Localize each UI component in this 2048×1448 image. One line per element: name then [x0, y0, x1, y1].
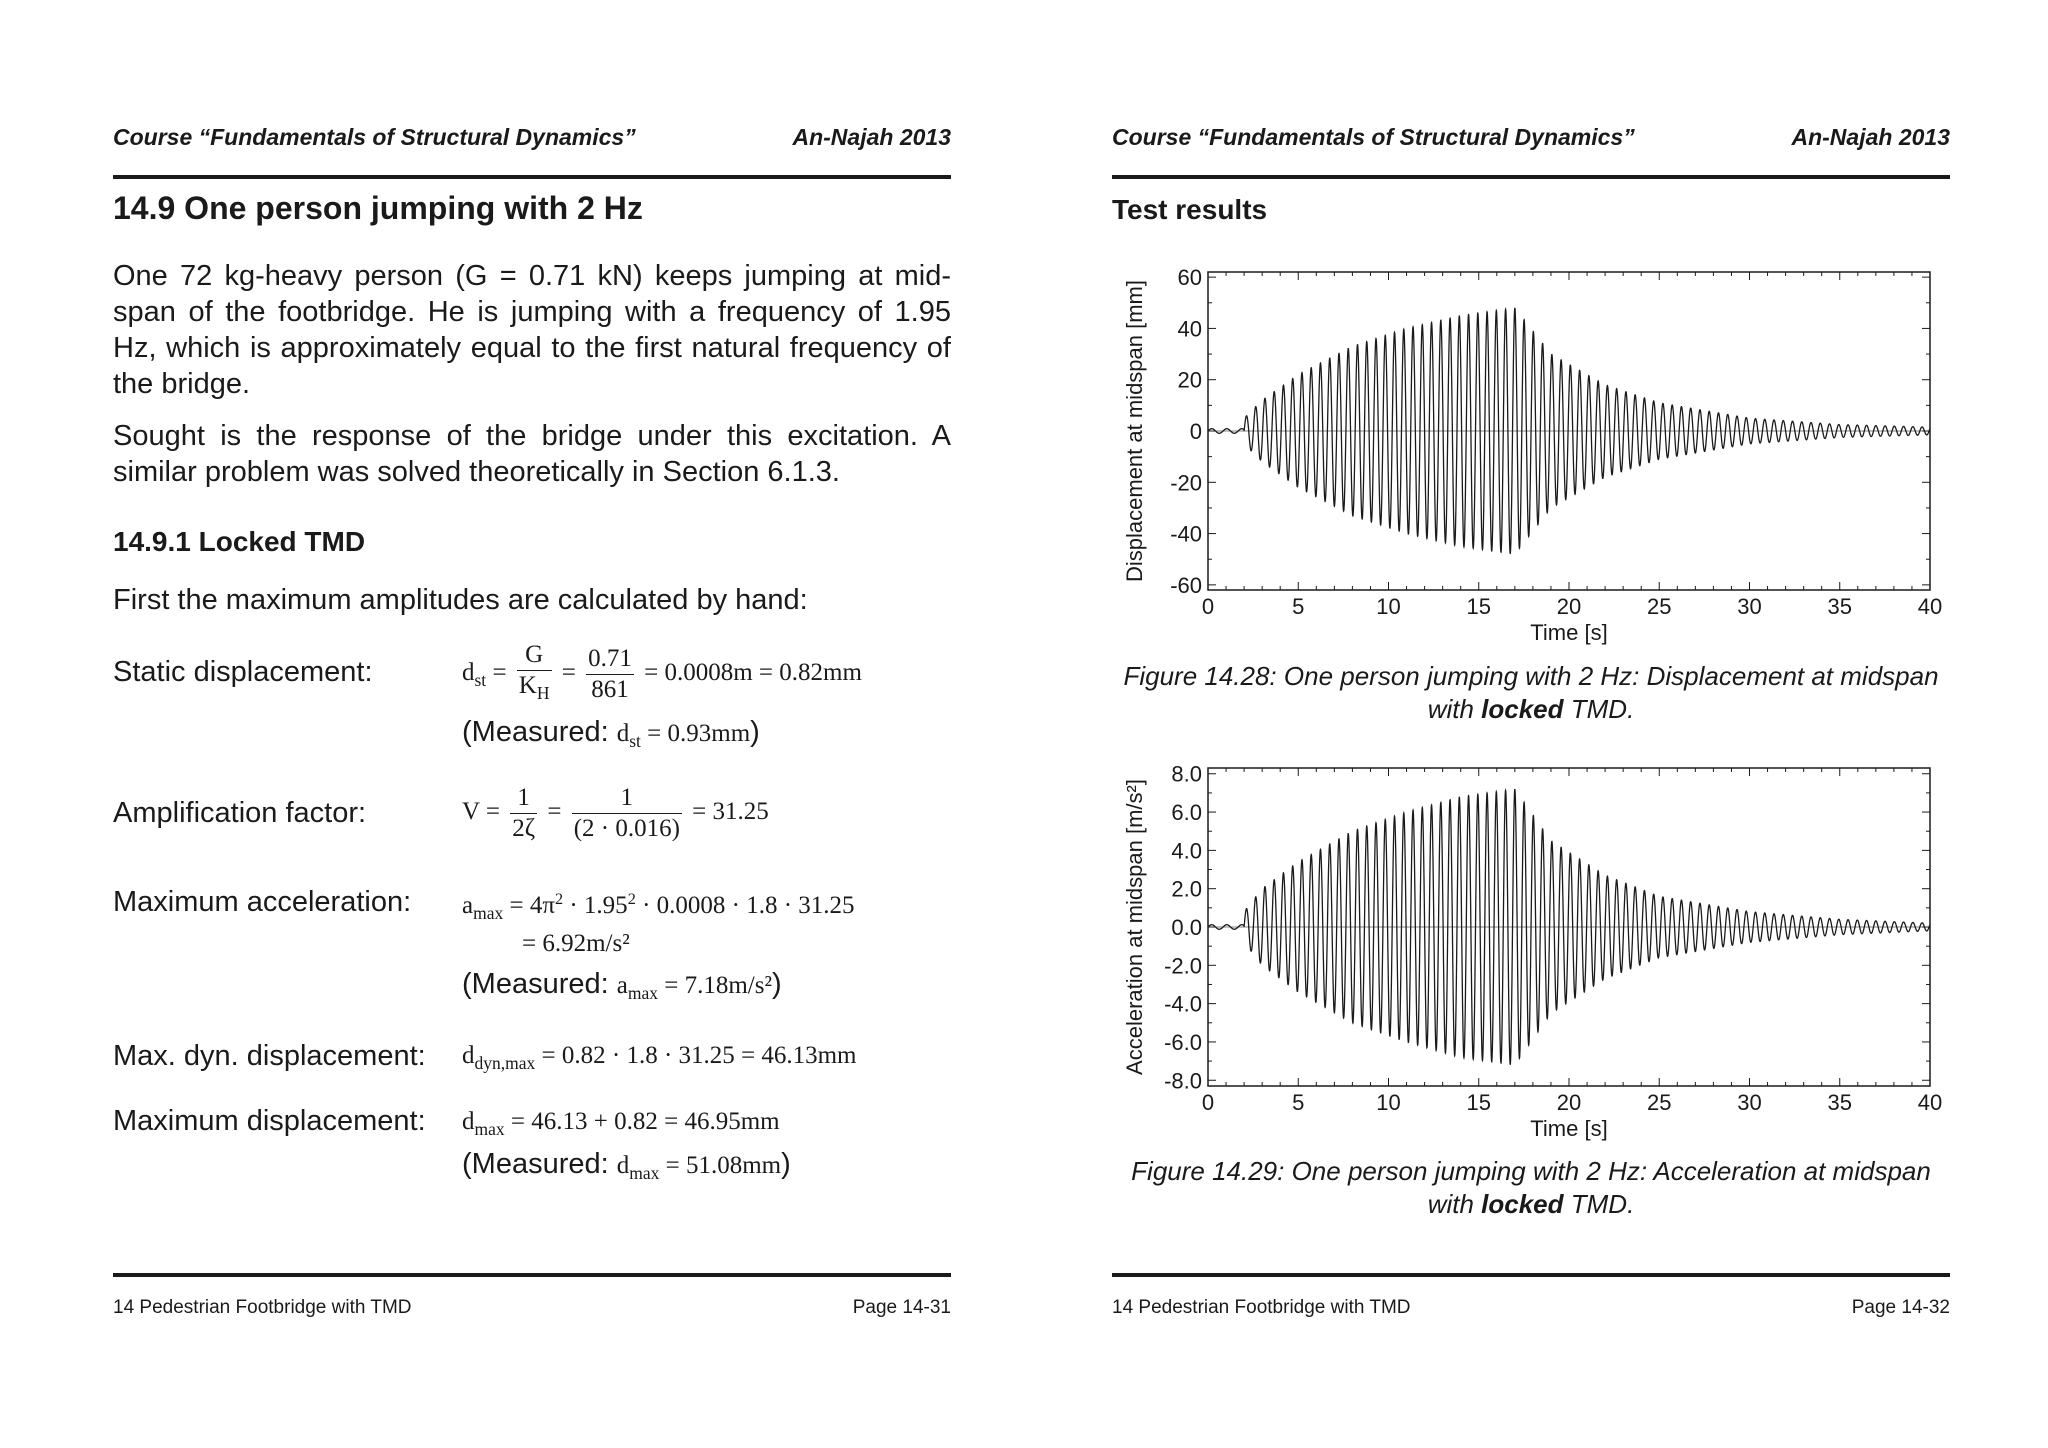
- fraction-071-over-861: $\frac{0.71}{861}$: [588, 644, 632, 703]
- x-tick-label: 5: [1292, 594, 1305, 619]
- header-rule: [113, 175, 951, 179]
- x-tick-label: 30: [1737, 594, 1762, 619]
- x-tick-label: 10: [1376, 1090, 1401, 1115]
- left-page: [113, 0, 951, 1448]
- fraction-g-over-kh: $\frac{G}{K_H}$: [518, 641, 550, 704]
- amplification-factor-label: Amplification factor:: [113, 797, 367, 829]
- y-tick-label: 6.0: [1171, 800, 1202, 826]
- amplification-factor-formula: V = $\frac{1}{2\zeta}$ = $\frac{1}{(2 \cdot 0.016)}$ = 31.25: [462, 784, 769, 842]
- page-footer: [113, 1297, 951, 1319]
- max-acceleration-label: Maximum acceleration:: [113, 886, 412, 918]
- max-displacement-label: Maximum displacement:: [113, 1105, 426, 1137]
- static-displacement-formula: $d_{st}$ = $\frac{G}{K_H}$ = $\frac{0.71}{861}$ = 0.0008m = 0.82mm: [462, 640, 862, 708]
- course-title: Course “Fundamentals of Structural Dynamics”: [1112, 124, 1635, 150]
- calc-intro: First the maximum amplitudes are calculated by hand:: [113, 584, 808, 616]
- y-tick-label: 2.0: [1171, 876, 1202, 902]
- x-tick-label: 40: [1917, 1090, 1943, 1115]
- y-tick-label: 8.0: [1171, 761, 1202, 787]
- x-tick-label: 35: [1827, 1090, 1852, 1115]
- y-tick-label: -20: [1170, 470, 1202, 496]
- x-tick-label: 20: [1556, 1090, 1582, 1115]
- y-tick-label: -40: [1170, 521, 1202, 547]
- page-header: [1112, 124, 1950, 151]
- footer-rule: [113, 1273, 951, 1277]
- x-tick-label: 10: [1376, 594, 1401, 619]
- figure-caption-acceleration: Figure 14.29: One person jumping with 2 Hz: Acceleration at midspan with locked TMD.: [1131, 1156, 1931, 1219]
- right-page: [1112, 0, 1950, 1448]
- page-number: Page 14-31: [852, 1297, 951, 1318]
- max-acceleration-result: = 6.92m/s²: [522, 930, 630, 957]
- page-header: [113, 124, 951, 151]
- header-rule: [1112, 175, 1950, 179]
- y-tick-label: 20: [1177, 367, 1202, 393]
- chapter-title: 14 Pedestrian Footbridge with TMD: [113, 1297, 412, 1318]
- institution-year: An-Najah 2013: [792, 124, 951, 150]
- max-dyn-displacement-formula: $d_{dyn,max} = 0.82 \cdot 1.8 \cdot 31.25 = 46.13mm$: [462, 1042, 857, 1074]
- y-tick-label: 4.0: [1171, 838, 1202, 864]
- y-tick-label: -60: [1170, 572, 1202, 598]
- y-axis-label: Displacement at midspan [mm]: [1122, 280, 1147, 582]
- x-tick-label: 5: [1292, 1090, 1305, 1115]
- x-axis-label: Time [s]: [1530, 620, 1608, 645]
- y-tick-label: 0.0: [1171, 915, 1202, 940]
- paragraph-intro: One 72 kg-heavy person (G = 0.71 kN) keeps jumping at mid-span of the footbridge. He is jumping with a frequency of 1.95 Hz, which is approximately equal to the first natural frequency of the bridge.: [113, 260, 951, 400]
- x-tick-label: 35: [1827, 594, 1852, 619]
- x-tick-label: 30: [1737, 1090, 1762, 1115]
- x-tick-label: 20: [1556, 594, 1582, 619]
- section-title: Test results: [1112, 194, 1268, 225]
- footer-rule: [1112, 1273, 1950, 1277]
- max-dyn-displacement-label: Max. dyn. displacement:: [113, 1040, 426, 1072]
- displacement-chart: [1112, 262, 1950, 652]
- y-tick-label: 0: [1189, 419, 1202, 444]
- y-tick-label: 60: [1177, 265, 1202, 291]
- static-displacement-label: Static displacement:: [113, 656, 373, 688]
- acceleration-measured: (Measured: $a_{max} = 7.18m/s^2$): [462, 968, 782, 1004]
- figure-caption-displacement: Figure 14.28: One person jumping with 2 Hz: Displacement at midspan with locked TMD.: [1123, 661, 1939, 724]
- x-tick-label: 25: [1647, 594, 1672, 619]
- y-tick-label: -6.0: [1164, 1029, 1202, 1055]
- max-displacement-formula: $d_{max} = 46.13 + 0.82 = 46.95mm$: [462, 1108, 780, 1140]
- y-tick-label: 40: [1177, 316, 1202, 342]
- y-tick-label: -8.0: [1164, 1068, 1202, 1094]
- x-tick-label: 15: [1466, 594, 1491, 619]
- page-number: Page 14-32: [1851, 1297, 1950, 1318]
- x-tick-label: 15: [1466, 1090, 1491, 1115]
- x-tick-label: 0: [1201, 594, 1215, 619]
- y-tick-label: -4.0: [1164, 991, 1202, 1017]
- x-tick-label: 0: [1201, 1090, 1215, 1115]
- paragraph-sought: Sought is the response of the bridge under this excitation. A similar problem was solved theoretically in Section 6.1.3.: [113, 420, 951, 488]
- x-tick-label: 25: [1647, 1090, 1672, 1115]
- chapter-title: 14 Pedestrian Footbridge with TMD: [1112, 1297, 1411, 1318]
- max-acceleration-formula: $a_{max} = 4\pi^2 \cdot 1.95^2 \cdot 0.0008 \cdot 1.8 \cdot 31.25$: [462, 890, 855, 924]
- max-displacement-measured: (Measured: $d_{max} = 51.08mm$): [462, 1148, 791, 1184]
- y-axis-label: Acceleration at midspan [m/s²]: [1122, 779, 1147, 1075]
- subsection-title: 14.9.1 Locked TMD: [113, 526, 366, 557]
- x-tick-label: 40: [1917, 594, 1943, 619]
- y-tick-label: -2.0: [1164, 953, 1202, 979]
- course-title: Course “Fundamentals of Structural Dynamics”: [113, 124, 636, 150]
- page-footer: [1112, 1297, 1950, 1319]
- static-measured: (Measured: $d_{st} = 0.93mm$): [462, 716, 760, 752]
- section-title: 14.9 One person jumping with 2 Hz: [113, 190, 643, 226]
- institution-year: An-Najah 2013: [1791, 124, 1950, 150]
- acceleration-chart: [1112, 758, 1950, 1148]
- x-axis-label: Time [s]: [1530, 1116, 1608, 1141]
